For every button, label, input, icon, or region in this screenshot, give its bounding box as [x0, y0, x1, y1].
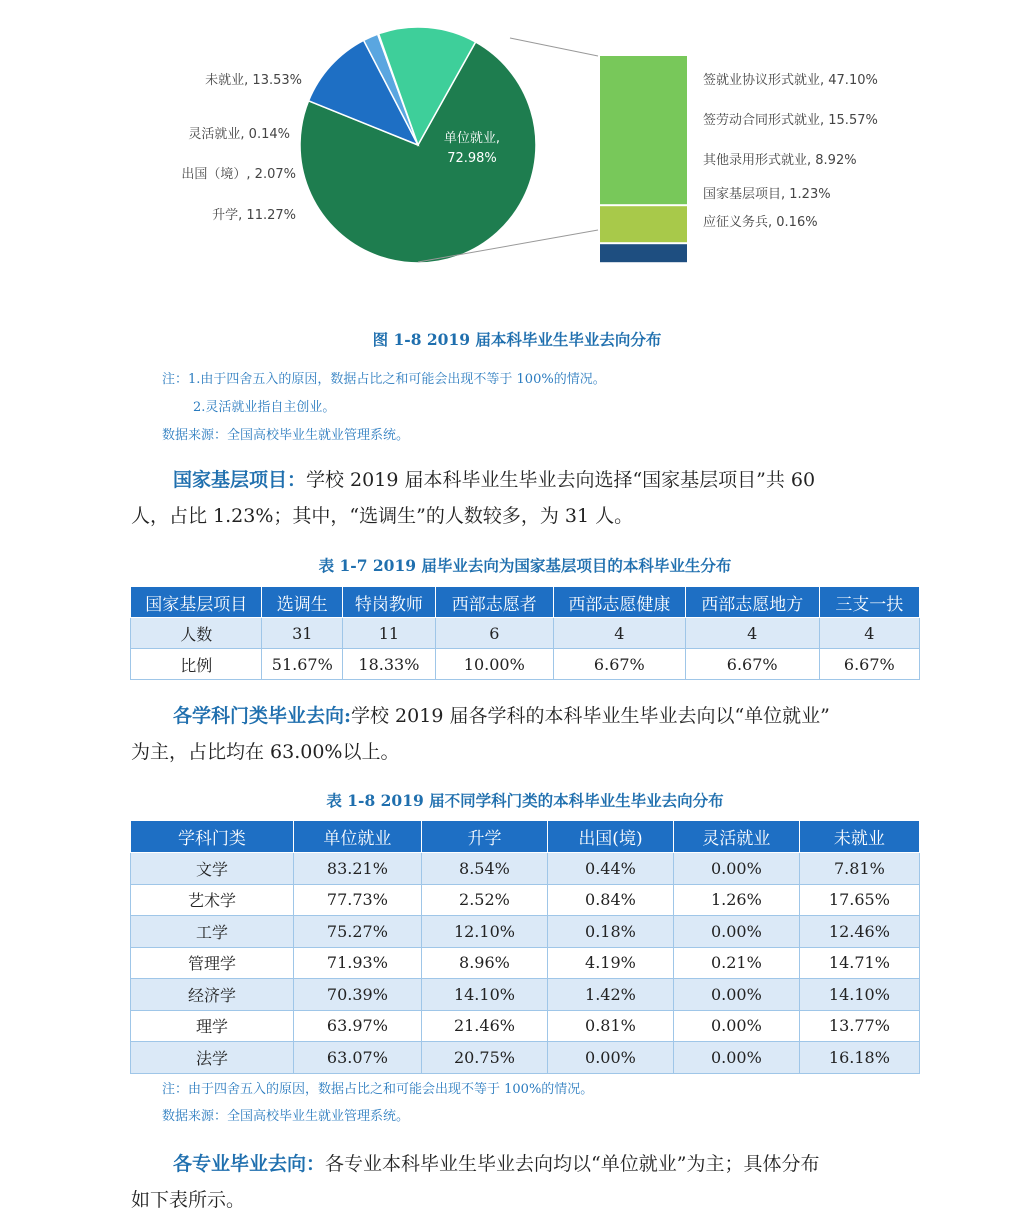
- table-cell: 4: [553, 618, 685, 649]
- breakdown-bar-segment: [600, 244, 687, 262]
- table-cell: 12.46%: [799, 916, 919, 948]
- table-cell: 8.96%: [421, 947, 547, 979]
- table-cell: 0.00%: [673, 979, 799, 1011]
- table-cell: 文学: [131, 853, 294, 885]
- table-cell: 14.10%: [421, 979, 547, 1011]
- table-18-header-cell: 未就业: [799, 821, 919, 853]
- table-cell: 11: [343, 618, 436, 649]
- table-cell: 1.42%: [547, 979, 673, 1011]
- table-note: 注：由于四舍五入的原因，数据占比之和可能会出现不等于 100%的情况。: [162, 1082, 594, 1097]
- table-cell: 管理学: [131, 947, 294, 979]
- table-header-row: [131, 821, 920, 853]
- table-row: [131, 1010, 920, 1042]
- paragraph-lead: 各专业毕业去向：: [173, 1153, 326, 1175]
- figure-caption: 图 1-8 2019 届本科毕业生毕业去向分布: [372, 330, 662, 349]
- table-cell: 20.75%: [421, 1042, 547, 1074]
- breakdown-label: 国家基层项目, 1.23%: [703, 187, 831, 202]
- breakdown-bar: [600, 56, 687, 262]
- breakdown-bar-segment: [600, 56, 687, 204]
- table-cell: 77.73%: [293, 884, 421, 916]
- table-18-header-cell: 学科门类: [131, 821, 294, 853]
- pie-label-flexible: 灵活就业, 0.14%: [188, 127, 290, 142]
- pie-label-unit: 单位就业,: [443, 131, 501, 146]
- table-cell: 71.93%: [293, 947, 421, 979]
- pie-label-further: 升学, 11.27%: [212, 208, 296, 223]
- table-cell: 0.00%: [673, 1010, 799, 1042]
- breakdown-label: 应征义务兵, 0.16%: [703, 215, 818, 230]
- table-cell: 17.65%: [799, 884, 919, 916]
- connector-line-top: [510, 38, 598, 56]
- table-18-header-cell: 升学: [421, 821, 547, 853]
- table-17-header-cell: 西部志愿地方: [685, 587, 819, 618]
- table-row: [131, 947, 920, 979]
- breakdown-label: 签就业协议形式就业, 47.10%: [703, 73, 878, 88]
- table-17-header-cell: 选调生: [262, 587, 343, 618]
- table-18-header-cell: 出国(境): [547, 821, 673, 853]
- table-cell: 0.00%: [547, 1042, 673, 1074]
- paragraph-text-2: 如下表所示。: [131, 1189, 246, 1211]
- table-row: [131, 853, 920, 885]
- table-cell: 理学: [131, 1010, 294, 1042]
- table-row: [131, 649, 920, 680]
- table-cell: 12.10%: [421, 916, 547, 948]
- figure-source: 数据来源：全国高校毕业生就业管理系统。: [162, 428, 410, 443]
- table-17-header-cell: 国家基层项目: [131, 587, 262, 618]
- table-cell: 7.81%: [799, 853, 919, 885]
- table-17-header-cell: 特岗教师: [343, 587, 436, 618]
- table-cell: 0.00%: [673, 916, 799, 948]
- table-cell: 6: [435, 618, 553, 649]
- table-17-header-cell: 西部志愿者: [435, 587, 553, 618]
- paragraph-text-2: 人，占比 1.23%；其中，“选调生”的人数较多，为 31 人。: [131, 505, 634, 527]
- figure-note-1: 注：1.由于四舍五入的原因，数据占比之和可能会出现不等于 100%的情况。: [162, 372, 606, 387]
- table-18-header-cell: 灵活就业: [673, 821, 799, 853]
- pie-chart-figure: [0, 0, 1034, 300]
- table-cell: 83.21%: [293, 853, 421, 885]
- table-18-header-cell: 单位就业: [293, 821, 421, 853]
- paragraph-majors: [131, 1146, 921, 1218]
- table-cell: 4: [685, 618, 819, 649]
- pie-label-unit-value: 72.98%: [447, 151, 497, 166]
- paragraph-disciplines: [131, 698, 921, 770]
- table-cell: 21.46%: [421, 1010, 547, 1042]
- table-disciplines: [130, 820, 920, 1074]
- table-cell: 51.67%: [262, 649, 343, 680]
- table-cell: 70.39%: [293, 979, 421, 1011]
- table-cell: 63.07%: [293, 1042, 421, 1074]
- table-cell: 人数: [131, 618, 262, 649]
- pie-label-abroad: 出国（境）, 2.07%: [181, 167, 296, 182]
- table-1-8-caption: 表 1-8 2019 届不同学科门类的本科毕业生毕业去向分布: [326, 791, 724, 810]
- table-17-header-cell: 西部志愿健康: [553, 587, 685, 618]
- table-cell: 4: [819, 618, 919, 649]
- table-cell: 0.81%: [547, 1010, 673, 1042]
- table-1-7-caption: 表 1-7 2019 届毕业去向为国家基层项目的本科毕业生分布: [318, 556, 732, 575]
- table-row: [131, 979, 920, 1011]
- table-cell: 比例: [131, 649, 262, 680]
- table-cell: 63.97%: [293, 1010, 421, 1042]
- table-cell: 13.77%: [799, 1010, 919, 1042]
- table-cell: 10.00%: [435, 649, 553, 680]
- pie-label-unemployed: 未就业, 13.53%: [205, 73, 302, 88]
- table-basic-projects: [130, 586, 920, 680]
- table-source: 数据来源：全国高校毕业生就业管理系统。: [162, 1109, 410, 1124]
- pie-chart-svg: [0, 0, 1034, 300]
- paragraph-text: 各专业本科毕业生毕业去向均以“单位就业”为主；具体分布: [325, 1153, 820, 1175]
- table-cell: 16.18%: [799, 1042, 919, 1074]
- table-cell: 0.00%: [673, 853, 799, 885]
- table-cell: 法学: [131, 1042, 294, 1074]
- table-cell: 0.84%: [547, 884, 673, 916]
- paragraph-lead: 各学科门类毕业去向:: [173, 705, 352, 727]
- table-cell: 1.26%: [673, 884, 799, 916]
- paragraph-basic-projects: [131, 462, 921, 534]
- pie-slices: [300, 27, 536, 263]
- table-cell: 2.52%: [421, 884, 547, 916]
- table-cell: 31: [262, 618, 343, 649]
- breakdown-bar-segment: [600, 206, 687, 242]
- table-row: [131, 1042, 920, 1074]
- table-cell: 6.67%: [553, 649, 685, 680]
- paragraph-text: 学校 2019 届各学科的本科毕业生毕业去向以“单位就业”: [351, 705, 830, 727]
- paragraph-lead: 国家基层项目：: [173, 469, 307, 491]
- breakdown-labels: [703, 72, 878, 230]
- table-cell: 18.33%: [343, 649, 436, 680]
- table-cell: 经济学: [131, 979, 294, 1011]
- table-cell: 艺术学: [131, 884, 294, 916]
- table-cell: 8.54%: [421, 853, 547, 885]
- breakdown-label: 其他录用形式就业, 8.92%: [703, 153, 857, 168]
- table-cell: 6.67%: [819, 649, 919, 680]
- table-cell: 工学: [131, 916, 294, 948]
- paragraph-text: 学校 2019 届本科毕业生毕业去向选择“国家基层项目”共 60: [306, 469, 816, 491]
- table-cell: 0.18%: [547, 916, 673, 948]
- table-cell: 4.19%: [547, 947, 673, 979]
- table-cell: 14.71%: [799, 947, 919, 979]
- table-cell: 0.21%: [673, 947, 799, 979]
- table-cell: 0.44%: [547, 853, 673, 885]
- table-row: [131, 884, 920, 916]
- table-row: [131, 618, 920, 649]
- table-cell: 0.00%: [673, 1042, 799, 1074]
- table-row: [131, 916, 920, 948]
- table-17-header-cell: 三支一扶: [819, 587, 919, 618]
- table-header-row: [131, 587, 920, 618]
- table-cell: 75.27%: [293, 916, 421, 948]
- breakdown-label: 签劳动合同形式就业, 15.57%: [703, 113, 878, 128]
- figure-note-2: 2.灵活就业指自主创业。: [193, 400, 336, 415]
- table-cell: 6.67%: [685, 649, 819, 680]
- table-cell: 14.10%: [799, 979, 919, 1011]
- paragraph-text-2: 为主，占比均在 63.00%以上。: [131, 741, 400, 763]
